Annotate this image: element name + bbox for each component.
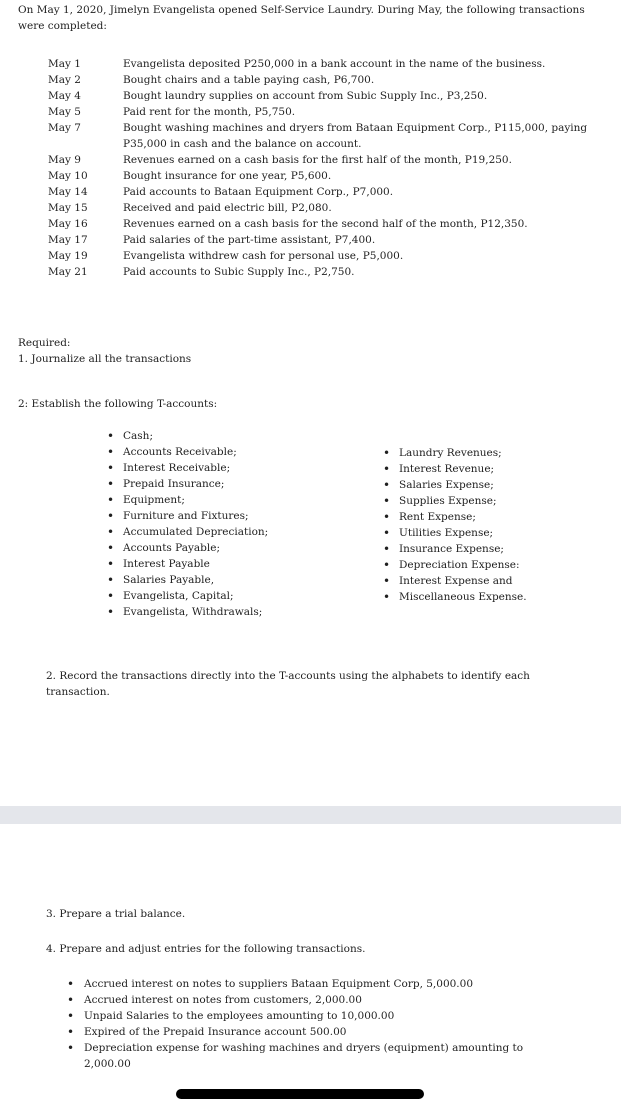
transaction-description: Bought chairs and a table paying cash, P6,700. (123, 74, 375, 86)
t-account-item: • Evangelista, Capital; (106, 588, 268, 604)
transaction-description: Revenues earned on a cash basis for the second half of the month, P12,350. (123, 218, 528, 230)
adjustment-item: • Unpaid Salaries to the employees amounting to 10,000.00 (66, 1008, 536, 1024)
transaction-date: May 4 (48, 90, 81, 102)
transaction-row (48, 264, 608, 280)
transaction-description: Paid rent for the month, P5,750. (123, 106, 296, 118)
t-account-item: • Miscellaneous Expense. (382, 589, 527, 605)
transaction-date: May 9 (48, 154, 81, 166)
page-divider (0, 806, 621, 824)
t-account-item: • Accounts Payable; (106, 540, 268, 556)
adjustment-list (66, 976, 536, 1072)
transaction-description: Evangelista deposited P250,000 in a bank account in the name of the business. (123, 58, 546, 70)
transaction-row (48, 216, 608, 232)
transaction-list (48, 56, 608, 280)
transaction-description: Revenues earned on a cash basis for the first half of the month, P19,250. (123, 154, 512, 166)
t-account-item: • Interest Revenue; (382, 461, 527, 477)
transaction-date: May 1 (48, 58, 81, 70)
t-account-item: • Evangelista, Withdrawals; (106, 604, 268, 620)
transaction-date: May 21 (48, 266, 88, 278)
requirement-2-heading: 2: Establish the following T-accounts: (18, 398, 218, 410)
requirement-2-record: 2. Record the transactions directly into the T-accounts using the alphabets to identify each transaction. (46, 670, 530, 698)
t-account-list-right (382, 445, 527, 605)
t-account-item: • Salaries Payable, (106, 572, 268, 588)
t-account-item: • Interest Payable (106, 556, 268, 572)
transaction-row (48, 56, 608, 72)
t-account-item: • Insurance Expense; (382, 541, 527, 557)
t-account-item: • Rent Expense; (382, 509, 527, 525)
t-account-item: • Utilities Expense; (382, 525, 527, 541)
requirement-1: 1. Journalize all the transactions (18, 353, 192, 365)
t-account-item: • Depreciation Expense: (382, 557, 527, 573)
transaction-description: Received and paid electric bill, P2,080. (123, 202, 332, 214)
home-indicator-bar[interactable] (176, 1089, 424, 1099)
transaction-row (48, 104, 608, 120)
transaction-row (48, 88, 608, 104)
transaction-date: May 15 (48, 202, 88, 214)
transaction-date: May 7 (48, 122, 81, 134)
transaction-row (48, 152, 608, 168)
transaction-date: May 10 (48, 170, 88, 182)
adjustment-item: • Depreciation expense for washing machines and dryers (equipment) amounting to 2,000.00 (66, 1040, 536, 1072)
t-account-item: • Salaries Expense; (382, 477, 527, 493)
t-account-item: • Equipment; (106, 492, 268, 508)
t-account-item: • Interest Expense and (382, 573, 527, 589)
transaction-row (48, 72, 608, 88)
transaction-description: Paid accounts to Bataan Equipment Corp., P7,000. (123, 186, 394, 198)
intro-paragraph: On May 1, 2020, Jimelyn Evangelista opened Self-Service Laundry. During May, the following transactions were completed: (18, 4, 585, 32)
t-account-item: • Supplies Expense; (382, 493, 527, 509)
t-account-item: • Prepaid Insurance; (106, 476, 268, 492)
requirement-3: 3. Prepare a trial balance. (46, 908, 186, 920)
transaction-row (48, 168, 608, 184)
adjustment-item: • Expired of the Prepaid Insurance account 500.00 (66, 1024, 536, 1040)
required-heading: Required: (18, 337, 71, 349)
requirement-4: 4. Prepare and adjust entries for the following transactions. (46, 943, 366, 955)
t-account-item: • Furniture and Fixtures; (106, 508, 268, 524)
transaction-row (48, 120, 608, 152)
transaction-description: Bought washing machines and dryers from Bataan Equipment Corp., P115,000, paying P35,000 in cash and the balance on account. (123, 122, 588, 150)
transaction-date: May 14 (48, 186, 88, 198)
t-account-item: • Cash; (106, 428, 268, 444)
transaction-date: May 17 (48, 234, 88, 246)
transaction-description: Bought insurance for one year, P5,600. (123, 170, 332, 182)
t-account-item: • Interest Receivable; (106, 460, 268, 476)
t-account-item: • Accumulated Depreciation; (106, 524, 268, 540)
transaction-date: May 5 (48, 106, 81, 118)
transaction-row (48, 232, 608, 248)
transaction-row (48, 184, 608, 200)
transaction-date: May 19 (48, 250, 88, 262)
t-account-item: • Accounts Receivable; (106, 444, 268, 460)
transaction-row (48, 200, 608, 216)
transaction-row (48, 248, 608, 264)
transaction-description: Bought laundry supplies on account from Subic Supply Inc., P3,250. (123, 90, 488, 102)
adjustment-item: • Accrued interest on notes to suppliers Bataan Equipment Corp, 5,000.00 (66, 976, 536, 992)
transaction-date: May 16 (48, 218, 88, 230)
adjustment-item: • Accrued interest on notes from customers, 2,000.00 (66, 992, 536, 1008)
t-account-item: • Laundry Revenues; (382, 445, 527, 461)
transaction-description: Paid salaries of the part-time assistant, P7,400. (123, 234, 376, 246)
transaction-date: May 2 (48, 74, 81, 86)
transaction-description: Paid accounts to Subic Supply Inc., P2,750. (123, 266, 355, 278)
transaction-description: Evangelista withdrew cash for personal use, P5,000. (123, 250, 404, 262)
t-account-list-left (106, 428, 268, 620)
